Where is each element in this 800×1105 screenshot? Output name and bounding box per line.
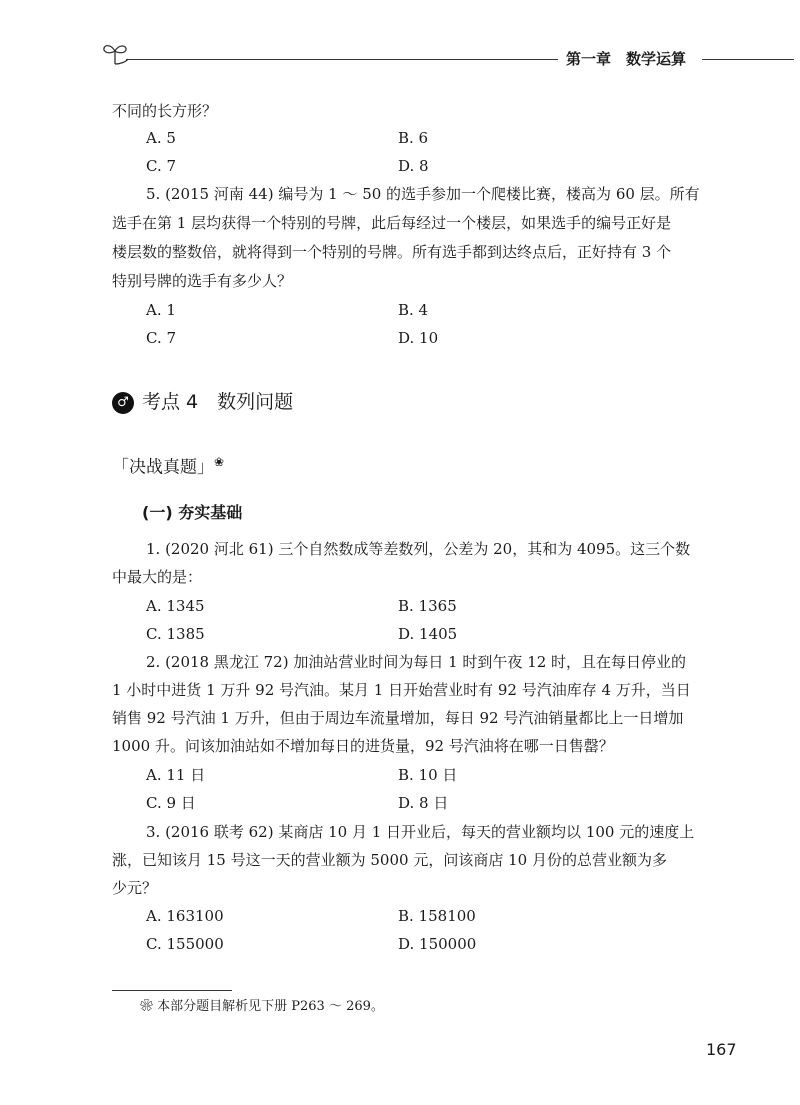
option-b: B. 4 [398,301,429,319]
option-c: C. 9 日 [146,794,196,812]
option-c: C. 7 [146,329,177,347]
section-icon: ♂ [112,392,134,414]
footnote: ❀ 本部分题目解析见下册 P263 ～ 269。 [140,999,384,1014]
question-text: 1. (2020 河北 61) 三个自然数成等差数列，公差为 20，其和为 4095。这三个数 [146,540,691,558]
option-c: C. 155000 [146,935,224,953]
chapter-title: 第一章 数学运算 [566,50,687,68]
option-c: C. 1385 [146,625,205,643]
subsection-label: 「决战真题」 [112,457,214,478]
option-b: B. 1365 [398,597,457,615]
question-text: 5. (2015 河南 44) 编号为 1 ～ 50 的选手参加一个爬楼比赛，楼高为 60 层。所有 [146,185,700,203]
question-text: 中最大的是： [112,568,203,586]
option-d: D. 8 [398,157,429,175]
header-rule [126,59,558,60]
question-text: 不同的长方形？ [112,102,218,120]
flower-mark-icon: ❀ [214,455,225,469]
option-b: B. 158100 [398,907,476,925]
subsection-title [112,450,224,480]
question-text: 选手在第 1 层均获得一个特别的号牌，此后每经过一个楼层，如果选手的编号正好是 [112,214,672,232]
question-text: 少元？ [112,879,158,897]
sprout-icon [100,40,130,66]
question-text: 1 小时中进货 1 万升 92 号汽油。某月 1 日开始营业时有 92 号汽油库存 4 万升，当日 [112,681,691,699]
option-d: D. 10 [398,329,439,347]
question-text: 2. (2018 黑龙江 72) 加油站营业时间为每日 1 时到午夜 12 时，且在每日停业的 [146,653,687,671]
option-d: D. 8 日 [398,794,449,812]
question-text: 楼层数的整数倍，就将得到一个特别的号牌。所有选手都到达终点后，正好持有 3 个 [112,243,672,261]
question-text: 3. (2016 联考 62) 某商店 10 月 1 日开业后，每天的营业额均以 100 元的速度上 [146,823,695,841]
footnote-rule [112,990,232,991]
option-d: D. 1405 [398,625,458,643]
question-text: 销售 92 号汽油 1 万升，但由于周边车流量增加，每日 92 号汽油销量都比上一日增加 [112,709,684,727]
option-a: A. 163100 [146,907,224,925]
option-c: C. 7 [146,157,177,175]
question-text: 涨，已知该月 15 号这一天的营业额为 5000 元，问该商店 10 月份的总营业额为多 [112,851,667,869]
option-a: A. 5 [146,129,176,147]
question-text: 特别号牌的选手有多少人？ [112,272,293,290]
option-b: B. 10 日 [398,766,458,784]
part-title: (一) 夯实基础 [142,503,243,522]
option-a: A. 11 日 [146,766,206,784]
page-number: 167 [706,1040,737,1059]
option-a: A. 1345 [146,597,205,615]
header-rule [702,59,794,60]
section-title: 考点 4 数列问题 [142,391,294,413]
question-text: 1000 升。问该加油站如不增加每日的进货量，92 号汽油将在哪一日售罄？ [112,737,614,755]
option-a: A. 1 [146,301,176,319]
option-d: D. 150000 [398,935,477,953]
option-b: B. 6 [398,129,429,147]
